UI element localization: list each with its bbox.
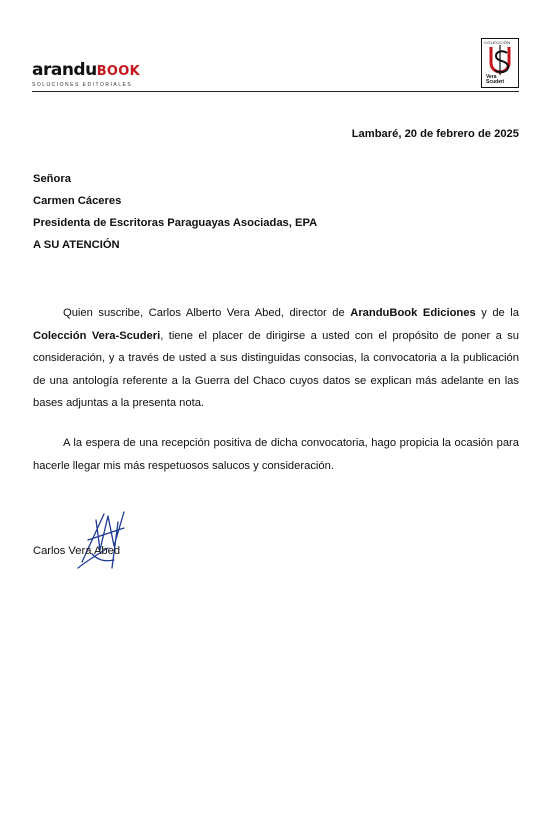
collection-logo [481, 38, 519, 88]
signatory-name: Carlos Vera Abed [33, 545, 121, 557]
p1-text-1: Quien suscribe, Carlos Alberto Vera Abed, director de [63, 307, 351, 319]
recipient-name: Carmen Cáceres [33, 195, 122, 207]
collection-logo-name-1: Vera [486, 74, 497, 80]
brand-tagline: SOLUCIONES EDITORIALES [32, 82, 133, 88]
letter-date: Lambaré, 20 de febrero de 2025 [351, 128, 519, 140]
header-divider [32, 91, 519, 92]
body-paragraph-2 [33, 432, 519, 477]
p1-text-2: y de la [475, 307, 519, 319]
handwritten-signature [74, 510, 134, 574]
p1-text-3: , tiene el placer de dirigirse a usted con el propósito de poner a su consideración, y a través de usted a sus distinguidas consocias, la convocatoria a la publicación de una antología referente a la Guerra del Chaco cuyos datos se explican más adelante en las bases adjuntas a la presenta nota. [33, 329, 519, 409]
recipient-salutation: Señora [33, 173, 71, 185]
brand-wordmark-part2: BOOK [96, 64, 140, 79]
recipient-attention: A SU ATENCIÓN [33, 239, 120, 251]
p1-collection: Colección Vera-Scuderi [33, 329, 161, 342]
collection-logo-name [486, 75, 504, 85]
brand-wordmark-part1: arandu [32, 60, 97, 80]
collection-logo-label: COLECCIÓN [484, 40, 511, 45]
brand-logo [32, 62, 140, 88]
collection-logo-name-2: Scuderi [486, 79, 505, 85]
brand-wordmark [32, 62, 140, 80]
body-paragraph-1 [33, 302, 519, 415]
p2-text: A la espera de una recepción positiva de dicha convocatoria, hago propicia la ocasión para hacerle llegar mis más respetuosos salucos y consideración. [33, 437, 519, 472]
p1-publisher: AranduBook Ediciones [350, 307, 476, 319]
recipient-role: Presidenta de Escritoras Paraguayas Asociadas, EPA [33, 217, 318, 229]
